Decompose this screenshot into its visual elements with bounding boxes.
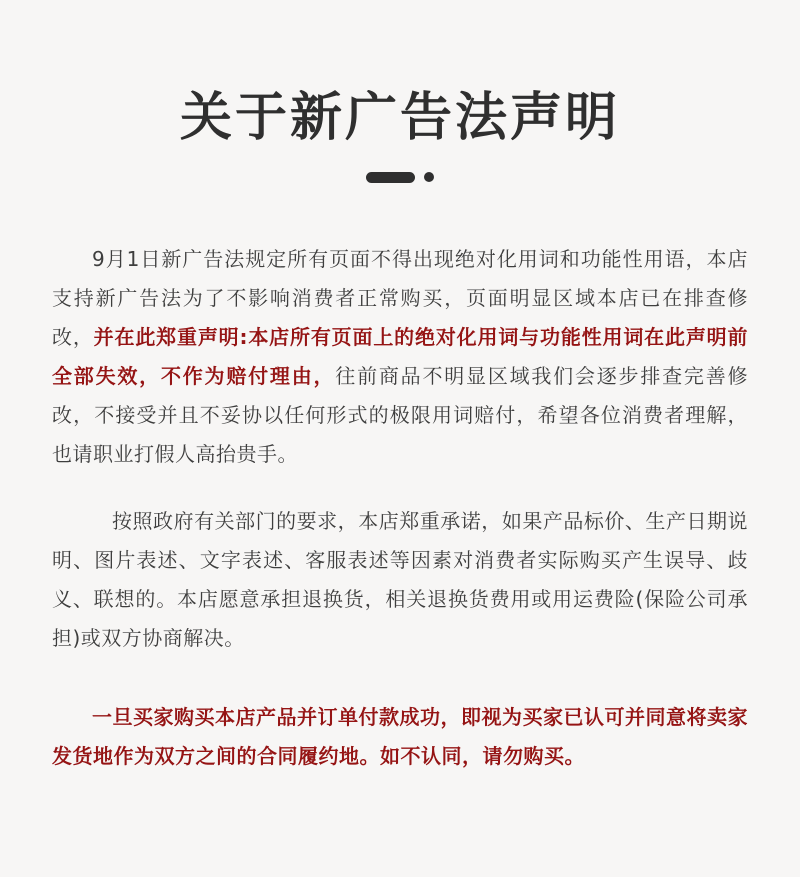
page-title: 关于新广告法声明 — [179, 88, 620, 148]
divider-dot-icon — [424, 172, 434, 182]
paragraph-law — [52, 240, 748, 474]
paragraph-law-declaration: 并在此郑重声明:本店所有页面上的绝对化用词与功能性用词在此声明前全部失效，不作为赔付理由， — [52, 325, 749, 389]
title-divider — [0, 171, 800, 183]
statement-body — [52, 240, 748, 776]
paragraph-law-rest: 往前商品不明显区域我们会逐步排查完善修改，不接受并且不妥协以任何形式的极限用词赔付，希望各位消费者理解，也请职业打假人高抬贵手。 — [52, 364, 749, 467]
paragraph-promise: 按照政府有关部门的要求，本店郑重承诺，如果产品标价、生产日期说明、图片表述、文字表述、客服表述等因素对消费者实际购买产生误导、歧义、联想的。本店愿意承担退换货，相关退换货费用或用运费险(保险公司承担)或双方协商解决。 — [52, 509, 748, 651]
divider-bar-icon — [366, 172, 415, 183]
paragraph-agreement: 一旦买家购买本店产品并订单付款成功，即视为买家已认可并同意将卖家发货地作为双方之间的合同履约地。如不认同，请勿购买。 — [52, 705, 748, 769]
paragraph-law-lead: 9月1日新广告法规定所有页面不得出现绝对化用词和功能性用语，本店支持新广告法为了不影响消费者正常购买，页面明显区域本店已在排查修改， — [52, 247, 748, 350]
